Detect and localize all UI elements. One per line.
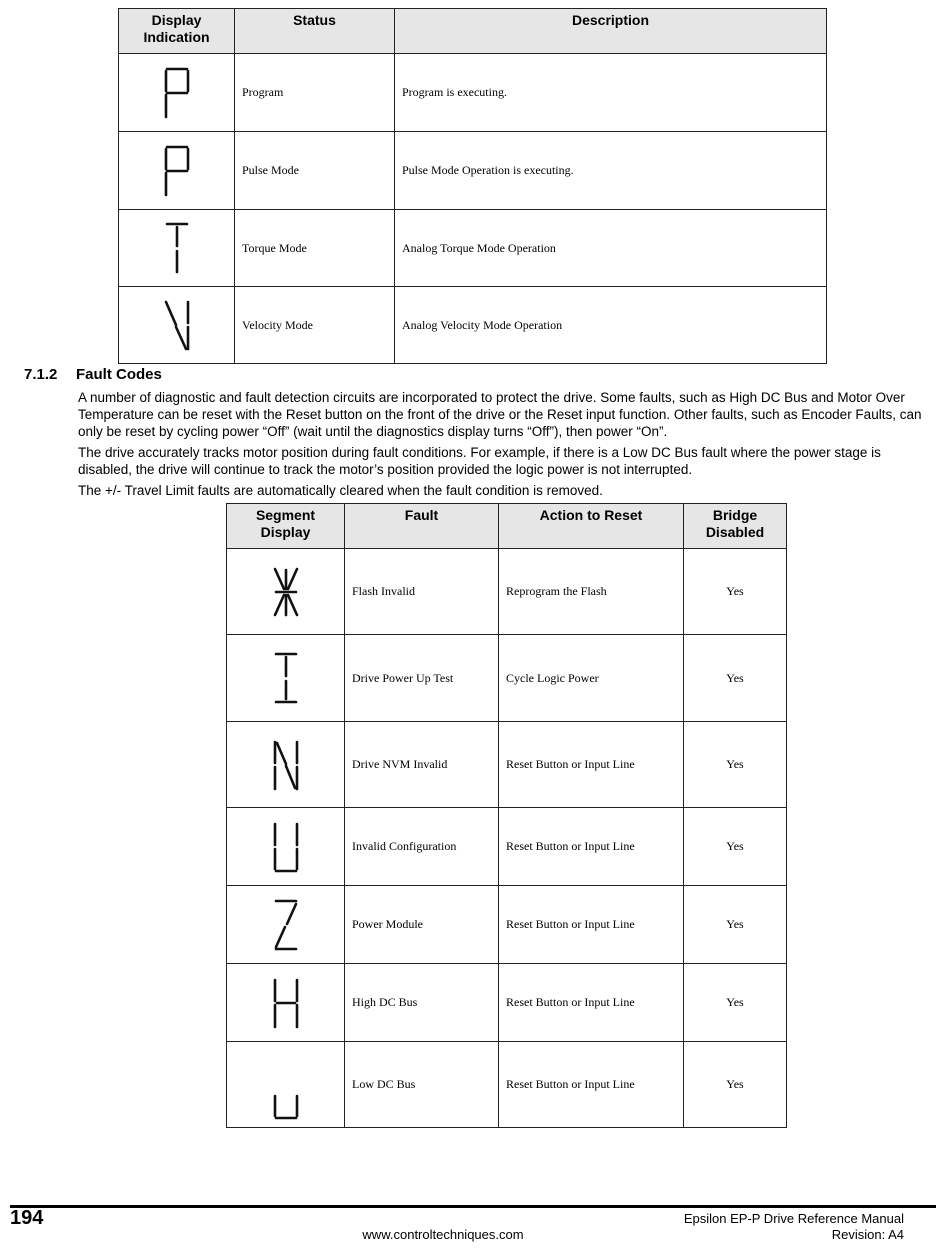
fault-cell: Drive Power Up Test [345, 635, 499, 722]
bridge-cell: Yes [684, 722, 787, 808]
description-cell: Analog Velocity Mode Operation [395, 287, 827, 364]
footer-rule [10, 1205, 936, 1208]
fault-table [226, 503, 787, 1128]
page-number: 194 [10, 1207, 44, 1229]
status-table [118, 8, 827, 364]
table-row [227, 886, 787, 964]
footer-manual-info [684, 1211, 904, 1243]
table-row [119, 54, 827, 132]
table-row [119, 287, 827, 364]
segment-display-p-icon [119, 132, 235, 210]
fault-cell: Low DC Bus [345, 1042, 499, 1128]
header-action-to-reset: Action to Reset [499, 504, 684, 549]
bridge-cell: Yes [684, 886, 787, 964]
section-title: Fault Codes [76, 366, 162, 383]
header-segment-display: Segment Display [227, 504, 345, 549]
table-row [227, 722, 787, 808]
segment-display-v-icon [119, 287, 235, 364]
description-cell: Pulse Mode Operation is executing. [395, 132, 827, 210]
revision: Revision: A4 [831, 1227, 904, 1242]
header-fault: Fault [345, 504, 499, 549]
description-cell: Analog Torque Mode Operation [395, 210, 827, 287]
fault-cell: Flash Invalid [345, 549, 499, 635]
bridge-cell: Yes [684, 549, 787, 635]
table-row [119, 210, 827, 287]
paragraph: The drive accurately tracks motor position during fault conditions. For example, if there is a Low DC Bus fault where the power stage is disabled, the drive will continue to track the motor’s position provided the logic power is not interrupted. [78, 445, 881, 477]
table-row [227, 964, 787, 1042]
paragraph: A number of diagnostic and fault detection circuits are incorporated to protect the drive. Some faults, such as High DC Bus and Motor Over Temperature can be reset with the Reset button on the front of the drive or the Reset input function. Other faults, such as Encoder Faults, can only be reset by cycling power “Off” (wait until the diagnostics display turns “Off”), then power “On”. [78, 390, 922, 439]
segment-display-p-icon [119, 54, 235, 132]
action-cell: Reset Button or Input Line [499, 886, 684, 964]
status-cell: Program [235, 54, 395, 132]
segment-display-t-icon [119, 210, 235, 287]
segment-display-h-icon [227, 964, 345, 1042]
table-row [227, 1042, 787, 1128]
segment-display-u-icon [227, 808, 345, 886]
status-cell: Velocity Mode [235, 287, 395, 364]
table-row [119, 132, 827, 210]
header-display-indication: Display Indication [119, 9, 235, 54]
segment-display-asterisk-icon [227, 549, 345, 635]
table-row [227, 635, 787, 722]
fault-cell: High DC Bus [345, 964, 499, 1042]
status-cell: Torque Mode [235, 210, 395, 287]
header-description: Description [395, 9, 827, 54]
action-cell: Reset Button or Input Line [499, 964, 684, 1042]
action-cell: Reset Button or Input Line [499, 1042, 684, 1128]
segment-display-i-icon [227, 635, 345, 722]
action-cell: Cycle Logic Power [499, 635, 684, 722]
segment-display-z-icon [227, 886, 345, 964]
action-cell: Reprogram the Flash [499, 549, 684, 635]
fault-cell: Drive NVM Invalid [345, 722, 499, 808]
bridge-cell: Yes [684, 635, 787, 722]
table-row [227, 808, 787, 886]
bridge-cell: Yes [684, 1042, 787, 1128]
section-number: 7.1.2 [24, 366, 58, 383]
action-cell: Reset Button or Input Line [499, 722, 684, 808]
manual-title: Epsilon EP-P Drive Reference Manual [683, 1211, 904, 1226]
bridge-cell: Yes [684, 808, 787, 886]
description-cell: Program is executing. [395, 54, 827, 132]
segment-display-lowercase-u-icon [227, 1042, 345, 1128]
fault-cell: Invalid Configuration [345, 808, 499, 886]
footer-url: www.controltechniques.com [362, 1227, 524, 1242]
segment-display-n-icon [227, 722, 345, 808]
section-heading [24, 366, 162, 383]
action-cell: Reset Button or Input Line [499, 808, 684, 886]
bridge-cell: Yes [684, 964, 787, 1042]
table-row [227, 549, 787, 635]
paragraph: The +/- Travel Limit faults are automatically cleared when the fault condition is removed. [78, 483, 603, 498]
header-status: Status [235, 9, 395, 54]
header-bridge-disabled: Bridge Disabled [684, 504, 787, 549]
status-cell: Pulse Mode [235, 132, 395, 210]
fault-cell: Power Module [345, 886, 499, 964]
